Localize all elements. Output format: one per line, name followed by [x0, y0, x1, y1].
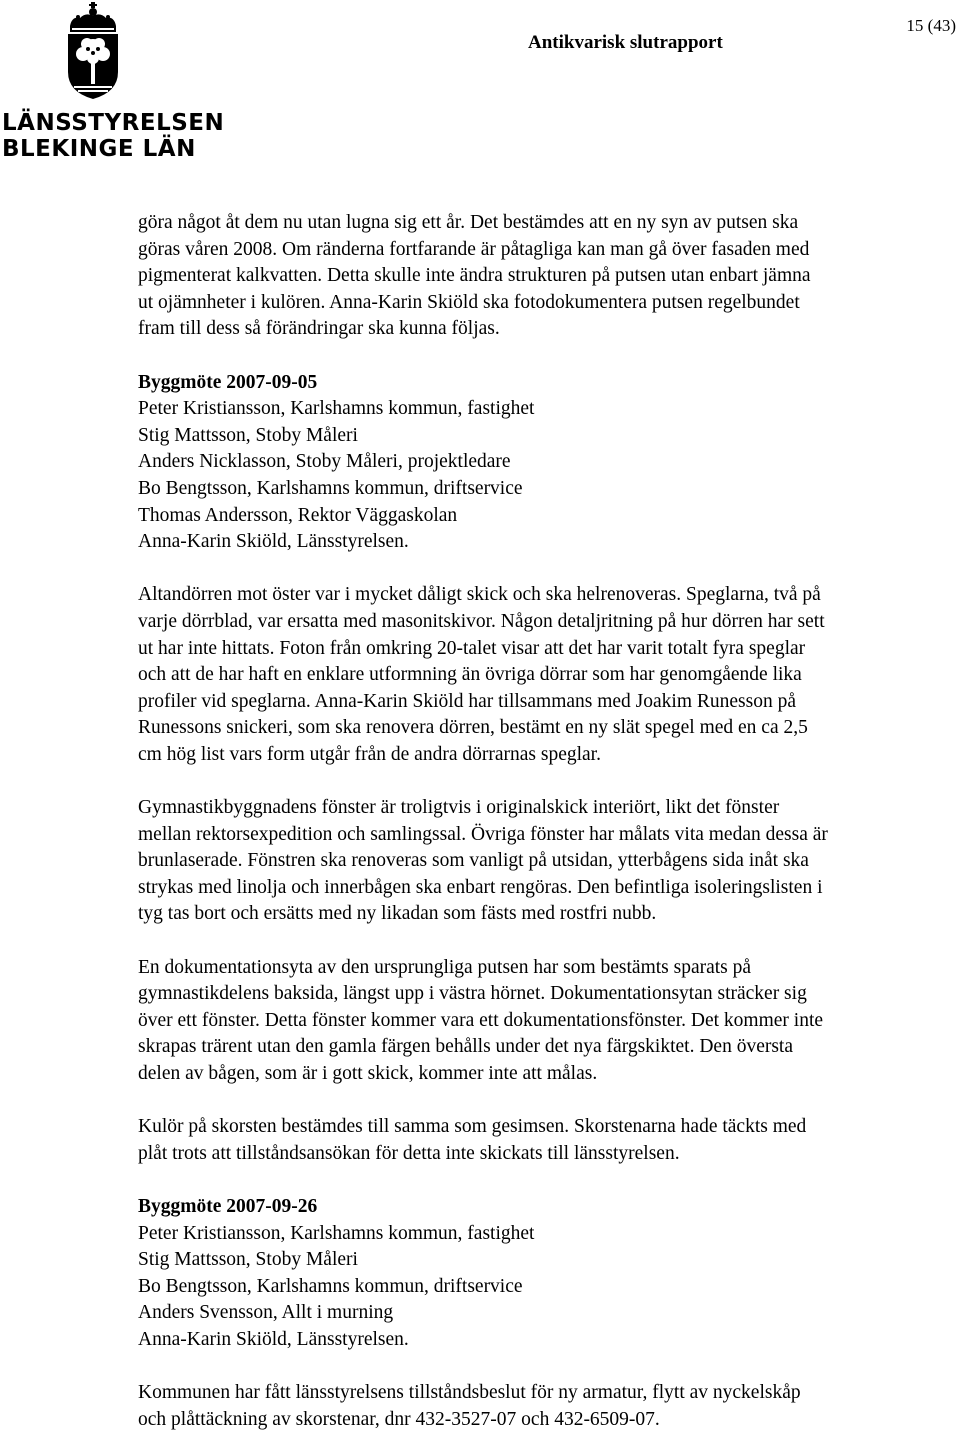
text-line: varje dörrblad, var ersatta med masonitskivor. Någon detaljritning på hur dörren har sett — [138, 610, 825, 632]
text-line: och att de har haft en enklare utformning än övriga dörrar som har genomgående lika — [138, 664, 802, 686]
attendee: Anna-Karin Skiöld, Länsstyrelsen. — [138, 531, 409, 553]
text-line: göra något åt dem nu utan lugna sig ett år. Det bestämdes att en ny syn av putsen ska — [138, 212, 799, 233]
text-line: mellan rektorsexpedition och samlingssal. Övriga fönster har målats vita medan dessa är — [138, 823, 828, 845]
text-line: delen av bågen, som är i gott skick, kommer inte att målas. — [138, 1063, 598, 1084]
logo-text-line1: LÄNSSTYRELSEN — [2, 110, 225, 136]
paragraph-permit-decision — [138, 1380, 958, 1433]
text-line: brunlaserade. Fönstren ska renoveras som vanligt på utsidan, ytterbågens sida inåt ska — [138, 850, 809, 872]
document-title: Antikvarisk slutrapport — [528, 32, 723, 53]
organization-logo — [0, 0, 225, 170]
text-line: ut ojämnheter i kulören. Anna-Karin Skiöld ska fotodokumentera putsen regelbundet — [138, 291, 800, 313]
attendee: Anders Nicklasson, Stoby Måleri, projektledare — [138, 451, 511, 473]
paragraph-patio-door — [138, 582, 958, 768]
text-line: fram till dess så förändringar ska kunna följas. — [138, 318, 500, 340]
coat-of-arms-icon — [58, 2, 128, 100]
paragraph-chimney-color — [138, 1114, 958, 1167]
text-line: göras våren 2008. Om ränderna fortfarande är påtagliga kan man gå över fasaden med — [138, 238, 810, 260]
text-line: och plåttäckning av skorstenar, dnr 432-3527-07 och 432-6509-07. — [138, 1408, 660, 1430]
text-line: Altandörren mot öster var i mycket dåligt skick och ska helrenoveras. Speglarna, två på — [138, 584, 821, 606]
text-line: pigmenterat kalkvatten. Detta skulle inte ändra strukturen på putsen utan enbart jämna — [138, 265, 811, 287]
attendee: Bo Bengtsson, Karlshamns kommun, driftservice — [138, 1275, 523, 1297]
page-number: 15 (43) — [906, 16, 956, 35]
text-line: plåt trots att tillståndsansökan för detta inte skickats till länsstyrelsen. — [138, 1142, 680, 1164]
text-line: Gymnastikbyggnadens fönster är troligtvis i originalskick interiört, likt det fönster — [138, 797, 780, 819]
meeting-heading: Byggmöte 2007-09-05 — [138, 371, 318, 393]
text-line: skrapas trärent utan den gamla färgen behålls under det nya färgskiktet. Den översta — [138, 1036, 794, 1058]
paragraph-facade-plaster — [138, 210, 958, 343]
text-line: ut har inte hittats. Foton från omkring 20-talet visar att det har varit totalt fyra speglar — [138, 637, 806, 659]
text-line: över ett fönster. Detta fönster kommer vara ett dokumentationsfönster. Det kommer inte — [138, 1009, 824, 1031]
attendee: Stig Mattsson, Stoby Måleri — [138, 424, 358, 446]
meeting-heading: Byggmöte 2007-09-26 — [138, 1195, 318, 1217]
attendee: Bo Bengtsson, Karlshamns kommun, driftservice — [138, 477, 523, 499]
text-line: En dokumentationsyta av den ursprungliga putsen har som bestämts sparats på — [138, 956, 752, 978]
meeting-block-2007-09-05 — [138, 370, 958, 556]
text-line: strykas med linolja och innerbågen ska enbart rengöras. Den befintliga isoleringslisten i — [138, 876, 823, 898]
document-body — [138, 210, 958, 1433]
attendee: Thomas Andersson, Rektor Väggaskolan — [138, 504, 458, 526]
attendee: Stig Mattsson, Stoby Måleri — [138, 1249, 358, 1271]
text-line: Kulör på skorsten bestämdes till samma som gesimsen. Skorstenarna hade täckts med — [138, 1116, 807, 1138]
attendee: Anders Svensson, Allt i murning — [138, 1302, 394, 1324]
text-line: Runessons snickeri, som ska renovera dörren, bestämt en ny slät spegel med en ca 2,5 — [138, 717, 808, 739]
attendee: Peter Kristiansson, Karlshamns kommun, fastighet — [138, 398, 535, 420]
attendee: Anna-Karin Skiöld, Länsstyrelsen. — [138, 1328, 409, 1350]
attendee: Peter Kristiansson, Karlshamns kommun, fastighet — [138, 1222, 535, 1244]
paragraph-gym-windows — [138, 795, 958, 928]
logo-text-line2: BLEKINGE LÄN — [2, 136, 196, 162]
text-line: profiler vid speglarna. Anna-Karin Skiöld har tillsammans med Joakim Runesson på — [138, 690, 797, 712]
text-line: gymnastikdelens baksida, längst upp i västra hörnet. Dokumentationsytan sträcker sig — [138, 983, 807, 1005]
meeting-block-2007-09-26 — [138, 1194, 958, 1354]
text-line: cm hög list vars form utgår från de andra dörrarnas speglar. — [138, 743, 601, 765]
paragraph-documentation-area — [138, 955, 958, 1088]
text-line: tyg tas bort och ersätts med ny likadan som fästs med rostfri nubb. — [138, 903, 657, 925]
text-line: Kommunen har fått länsstyrelsens tillståndsbeslut för ny armatur, flytt av nyckelskåp — [138, 1382, 801, 1404]
